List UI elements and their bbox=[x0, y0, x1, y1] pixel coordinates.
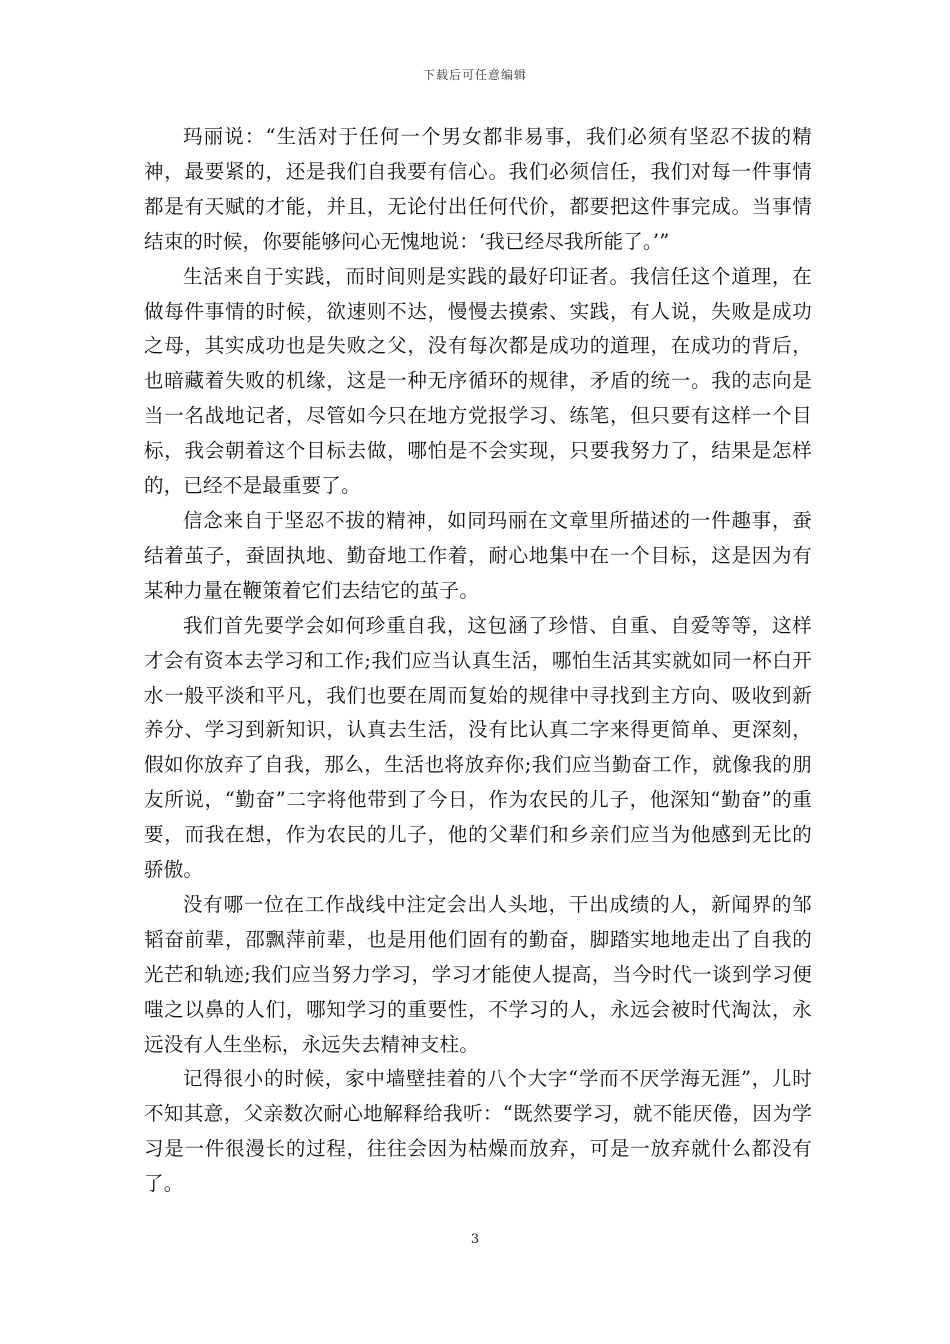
paragraph: 生活来自于实践，而时间则是实践的最好印证者。我信任这个道理，在做每件事情的时候，欲速则不达，慢慢去摸索、实践，有人说，失败是成功之母，其实成功也是失败之父，没有每次都是成功的道理，在成功的背后，也暗藏着失败的机缘，这是一种无序循环的规律，矛盾的统一。我的志向是当一名战地记者，尽管如今只在地方党报学习、练笔，但只要有这样一个目标，我会朝着这个目标去做，哪怕是不会实现，只要我努力了，结果是怎样的，已经不是最重要了。 bbox=[144, 264, 812, 498]
page-number: 3 bbox=[470, 1232, 480, 1247]
document-body bbox=[144, 120, 812, 1202]
paragraph: 玛丽说：“生活对于任何一个男女都非易事，我们必须有坚忍不拔的精神，最要紧的，还是我们自我要有信心。我们必须信任，我们对每一件事情都是有天赋的才能，并且，无论付出任何代价，都要把这件事完成。当事情结束的时候，你要能够问心无愧地说：‘我已经尽我所能了。’” bbox=[144, 125, 812, 253]
paragraph: 我们首先要学会如何珍重自我，这包涵了珍惜、自重、自爱等等，这样才会有资本去学习和工作;我们应当认真生活，哪怕生活其实就如同一杯白开水一般平淡和平凡，我们也要在周而复始的规律中寻找到主方向、吸收到新养分、学习到新知识，认真去生活，没有比认真二字来得更简单、更深刻，假如你放弃了自我，那么，生活也将放弃你;我们应当勤奋工作，就像我的朋友所说，“勤奋”二字将他带到了今日，作为农民的儿子，他深知“勤奋”的重要，而我在想，作为农民的儿子，他的父辈们和乡亲们应当为他感到无比的骄傲。 bbox=[144, 613, 812, 882]
paragraph: 记得很小的时候，家中墙壁挂着的八个大字“学而不厌学海无涯”，儿时不知其意，父亲数次耐心地解释给我听：“既然要学习，就不能厌倦，因为学习是一件很漫长的过程，往往会因为枯燥而放弃，可是一放弃就什么都没有了。 bbox=[144, 1067, 812, 1196]
page-header: 下载后可任意编辑 bbox=[422, 68, 527, 82]
paragraph: 没有哪一位在工作战线中注定会出人头地，干出成绩的人，新闻界的邹韬奋前辈，邵飘萍前辈，也是用他们固有的勤奋，脚踏实地地走出了自我的光芒和轨迹;我们应当努力学习，学习才能使人提高，当今时代一谈到学习便嗤之以鼻的人们，哪知学习的重要性，不学习的人，永远会被时代淘汰，永远没有人生坐标，永远失去精神支柱。 bbox=[144, 892, 812, 1056]
paragraph: 信念来自于坚忍不拔的精神，如同玛丽在文章里所描述的一件趣事，蚕结着茧子，蚕固执地、勤奋地工作着，耐心地集中在一个目标，这是因为有某种力量在鞭策着它们去结它的茧子。 bbox=[144, 508, 812, 602]
